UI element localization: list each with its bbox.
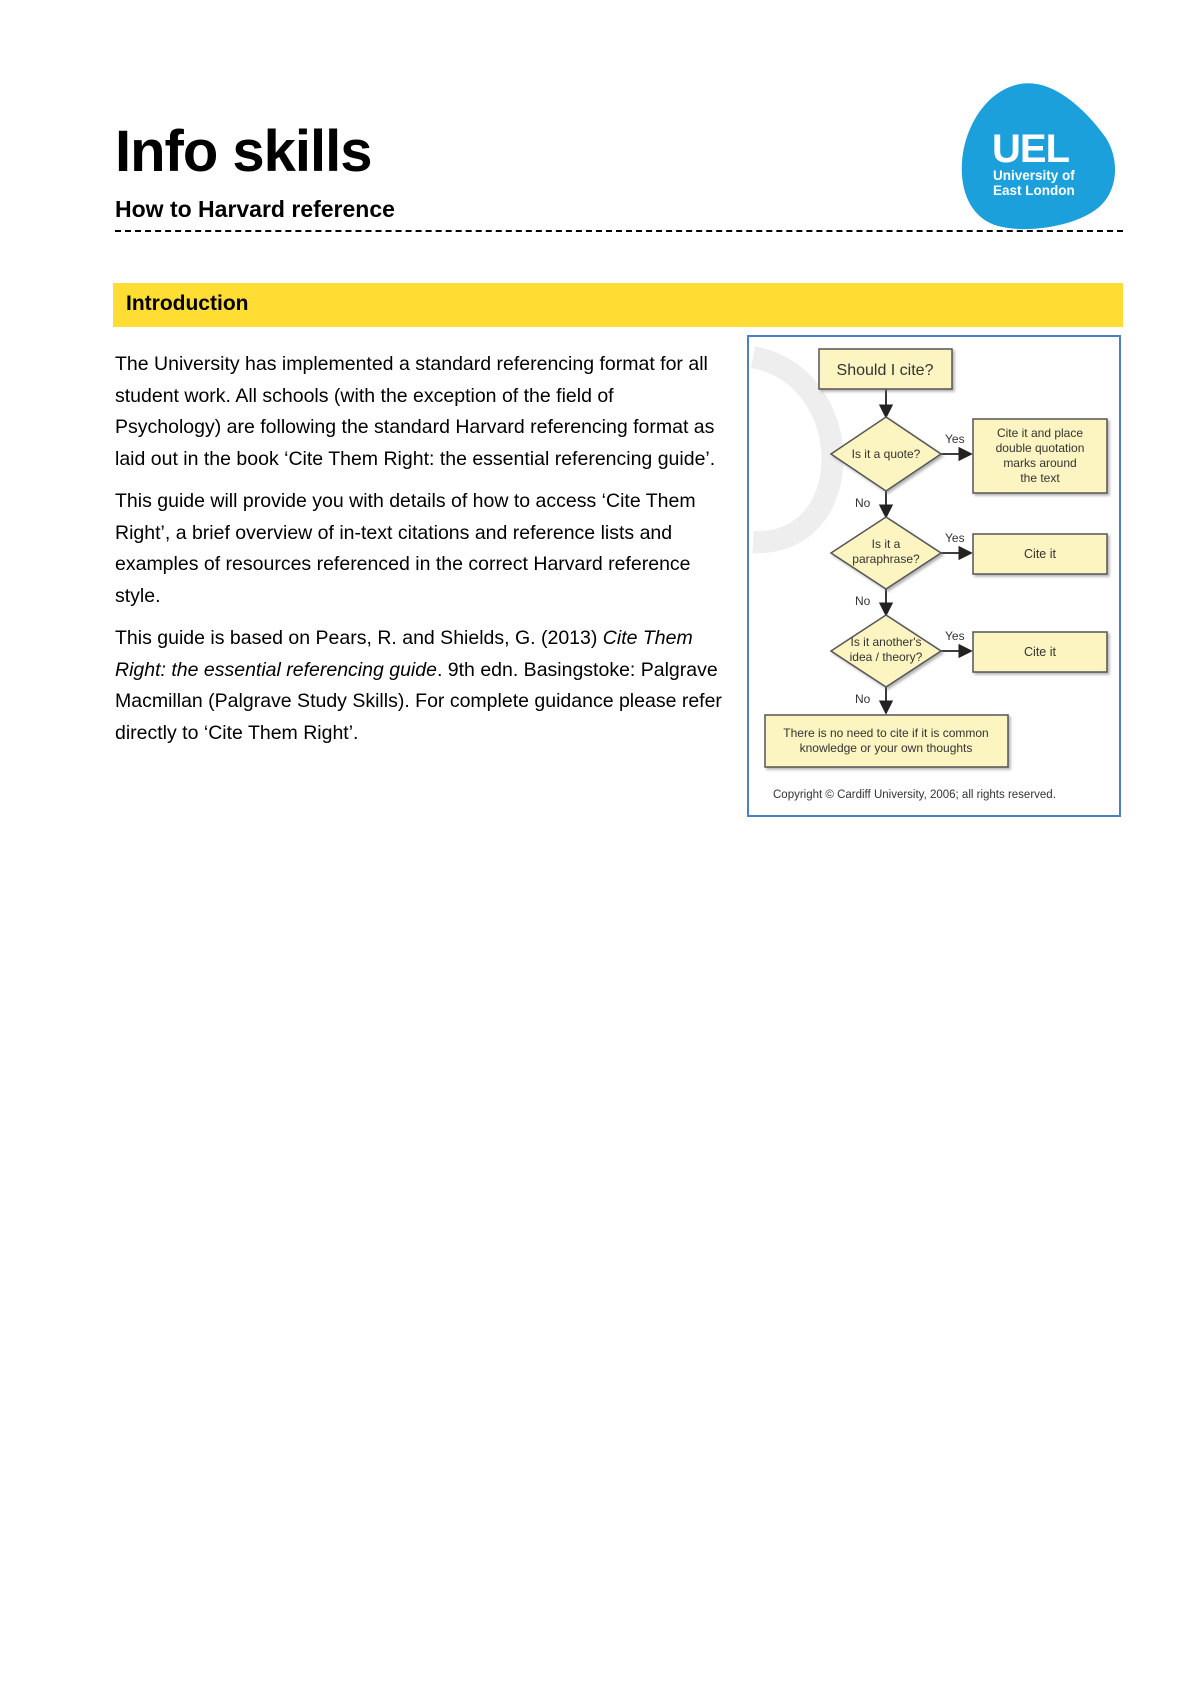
answer-idea-label: Cite it <box>1024 645 1056 659</box>
logo-line1: University of <box>993 168 1075 183</box>
no-label-2: No <box>855 594 871 608</box>
uel-logo <box>958 80 1118 234</box>
decision-idea-label-1: Is it another's <box>850 635 922 649</box>
intro-paragraph-3 <box>115 623 725 749</box>
logo-mark: UEL <box>992 127 1069 171</box>
flowchart-svg <box>749 337 1119 815</box>
should-i-cite-flowchart <box>747 335 1121 817</box>
page-title: Info skills <box>115 119 372 184</box>
no-label-1: No <box>855 496 871 510</box>
decision-idea-label-2: idea / theory? <box>849 650 923 664</box>
answer-paraphrase-label: Cite it <box>1024 547 1056 561</box>
logo-line2: East London <box>993 183 1075 198</box>
book-title: Cite Them Right: the essential referencing guide <box>115 627 693 681</box>
answer-quote-line-4: the text <box>1020 471 1060 485</box>
answer-quote-line-1: Cite it and place <box>996 426 1084 440</box>
citation-prefix: This guide is based on Pears, R. and Shields, G. (2013) <box>115 627 603 649</box>
citation-suffix: . 9th edn. Basingstoke: Palgrave Macmillan (Palgrave Study Skills). For complete guidance please refer directly to ‘Cite Them Right’. <box>115 658 722 744</box>
yes-label-2: Yes <box>945 531 965 545</box>
page-subtitle: How to Harvard reference <box>115 196 395 222</box>
section-header-bar <box>113 283 1123 327</box>
yes-label-1: Yes <box>945 432 965 446</box>
intro-paragraph-1: The University has implemented a standard referencing format for all student work. All schools (with the exception of the field of Psychology) are following the standard Harvard referencing format as laid out in the book ‘Cite Them Right: the essential referencing guide’. <box>115 353 716 470</box>
end-line-2: knowledge or your own thoughts <box>799 741 973 755</box>
yes-label-3: Yes <box>945 629 965 643</box>
decision-quote-label: Is it a quote? <box>851 447 921 461</box>
intro-paragraph-2: This guide will provide you with details of how to access ‘Cite Them Right’, a brief overview of in-text citations and reference lists and examples of resources referenced in the correct Harvard reference style. <box>115 490 696 607</box>
intro-text <box>115 349 725 760</box>
decision-paraphrase-label-1: Is it a <box>871 537 901 551</box>
decision-paraphrase-label-2: paraphrase? <box>852 552 920 566</box>
end-line-1: There is no need to cite if it is common <box>783 726 989 740</box>
section-title: Introduction <box>126 292 249 315</box>
start-label: Should I cite? <box>836 362 934 379</box>
no-label-3: No <box>855 692 871 706</box>
answer-quote-line-2: double quotation <box>995 441 1085 455</box>
copyright-note: Copyright © Cardiff University, 2006; all rights reserved. <box>773 789 1056 801</box>
answer-quote-line-3: marks around <box>1003 456 1077 470</box>
